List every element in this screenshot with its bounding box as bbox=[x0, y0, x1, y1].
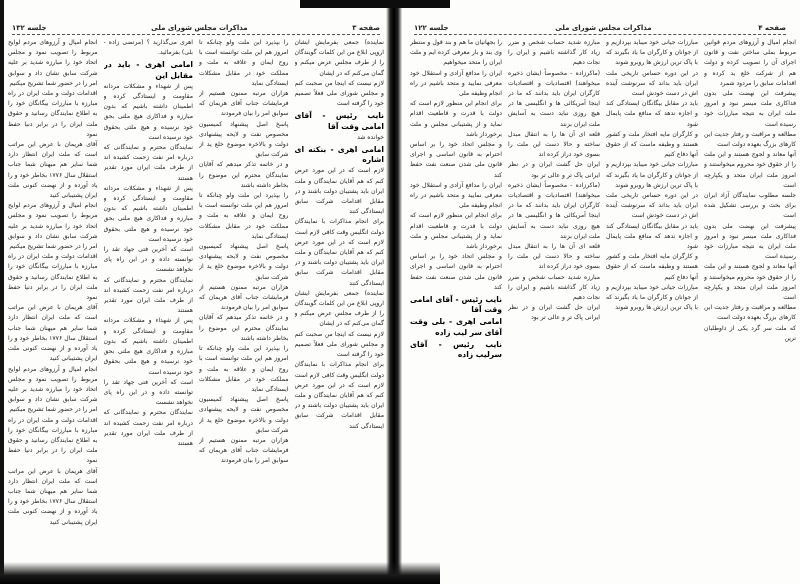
paragraph: لازم است که در این مورد عرض کنم که هم آقایان نمایندگان و ملت ایران باید پشتیبان دولت باشند و در مقابل اقدامات شرکت سابق ایستادگی کنند bbox=[294, 167, 384, 216]
paragraph: مبارزات جیانی خود میباید بپردازیم و از جوانان و کارگران ما یاد بگیرند که با پاک ترین ارزش ها روبرو شوند bbox=[606, 39, 698, 67]
paragraph: نماینده) جمعی بفرمایش ایشان اروپی ابلاغ من این کلمات گویندگان را از طرف مجلس عرض میکنم و گمان می‌کنم که در ایشان bbox=[294, 39, 384, 77]
paragraph: لازم است که در این مورد عرض کنم که هم آقایان نمایندگان و ملت ایران باید پشتیبان دولت باشند و در مقابل اقدامات شرکت سابق ایستادگی کنند bbox=[294, 381, 384, 430]
paragraph: لازم نیست که اینجا من صحبت کنم و مجلس شورای ملی فعلاً تصمیم خود را گرفته است bbox=[294, 330, 384, 359]
column bbox=[704, 38, 796, 558]
paragraph: نماینده) جمعی بفرمایش ایشان اروپی ابلاغ من این کلمات گویندگان را از طرف مجلس عرض میکنم و گمان می‌کنم که در ایشان bbox=[294, 289, 384, 328]
paragraph: نمایندگان محترم و نمایندگانی که درباره امر نفت زحمت کشیده اند از طرف ملت ایران مورد تقدیر هستند bbox=[103, 276, 193, 315]
paragraph: برای انجام مذاکرات با نمایندگان دولت انگلیس وقت کافی لازم است bbox=[294, 361, 384, 379]
paragraph: و کارگران مایه افتخار ملت و کشور هستند و وظیفه ماست که از حقوق آنها دفاع کنیم bbox=[606, 130, 698, 159]
right-page-session: جلسه ۱۲۲ bbox=[414, 24, 449, 32]
paragraph: اهری می‌گذارید ؟ (مرتضی زاده - بلی) بفرمائید. bbox=[103, 39, 193, 57]
header-rule bbox=[414, 34, 786, 35]
paragraph: را بجهانیان ما هم و بند قول و منتظر وی بند و بار معرفی کرده ایم و ملت ایران را متحد میخواهیم bbox=[410, 39, 502, 67]
paragraph: آقای هریمان با عرض این مراتب است که ملت ایران انتظار دارد شما سایر هم میهنان شما جناب استقلال سال ۱۷۷۶ بخاطر خود و را یاد آورده و از نهضت کنونی ملت ایران پشتیبانی کنید bbox=[8, 141, 98, 200]
paragraph: باید در مقابل بیگانگان ایستادگی کند و اجازه ندهد که منافع ملت پایمال شود bbox=[606, 222, 698, 251]
paragraph: و کارگران مایه افتخار ملت و کشور هستند و وظیفه ماست که از حقوق آنها دفاع کنیم bbox=[606, 253, 698, 281]
paragraph: جلسه مطلوب نمایندگان آزاد ایران برای بحث و بررسی تشکیل شده است bbox=[704, 192, 796, 220]
paragraph: آقای هریمان با عرض این مراتب است که ملت ایران انتظار دارد شما سایر هم میهنان شما جناب استقلال سال ۱۷۷۶ بخاطر خود و را یاد آورده و از نهضت کنونی ملت ایران پشتیبانی کنید bbox=[8, 467, 98, 526]
paragraph: مبارزات جیانی خود میباید بپردازیم و از جوانان و کارگران ما یاد بگیرند که با پاک ترین ارزش ها روبرو شوند bbox=[606, 161, 698, 189]
paragraph: و مجلس اتحاد خود را بر اساس احترام به قانون اساسی و اجرای قانون ملی شدن صنعت نفت حفظ کند bbox=[410, 253, 502, 291]
paragraph: پاسخ اصل پیشنهاد کمیسیون مخصوص نفت و لایحه پیشنهادی دولت و بالاخره موضوع خلع ید از شرکت سابق bbox=[199, 243, 289, 281]
paragraph: را بپذیرد این ملت ولو چنانکه تا امروز هم این ملت توانسته است با روح ایمان و علاقه به ملت و مملکت خود در مقابل مشکلات ایستادگی نماید bbox=[199, 39, 289, 87]
paragraph: آقای هریمان با عرض این مراتب است که ملت ایران انتظار دارد شما سایر هم میهنان شما جناب استقلال سال ۱۷۷۶ بخاطر خود و را یاد آورده و از نهضت کنونی ملت ایران پشتیبانی کنید bbox=[8, 304, 98, 363]
paragraph: را بپذیرد این ملت ولو چنانکه تا امروز هم این ملت توانسته است با روح ایمان و علاقه به ملت و مملکت خود در مقابل مشکلات ایستادگی نماید bbox=[199, 345, 289, 393]
paragraph: لازم نیست که اینجا من صحبت کنم و مجلس شورای ملی فعلاً تصمیم خود را گرفته است bbox=[294, 79, 384, 108]
left-page-label: صفحه ۳ bbox=[352, 24, 380, 32]
left-page bbox=[4, 0, 388, 584]
paragraph: برای انجام این منظور لازم است که دولت با قدرت و قاطعیت اقدام نماید و از پشتیبانی مجلس و ملت برخوردار باشد bbox=[410, 100, 502, 138]
right-page-label: صفحه ۴ bbox=[758, 24, 786, 32]
column bbox=[508, 38, 600, 558]
speaker-heading: نایب رئیس - آقای سرلیب زاده bbox=[410, 339, 502, 360]
paragraph: پاسخ اصل پیشنهاد کمیسیون مخصوص نفت و لایحه پیشنهادی دولت و بالاخره موضوع خلع ید از شرکت سابق bbox=[199, 396, 289, 434]
speaker-heading: نایب رئیس - آقای امامی وقت آقا bbox=[410, 295, 502, 315]
paragraph: ایران حل گشت ایران و در نظر ایرانی پاک تر و عالی تر بود bbox=[508, 304, 600, 322]
speaker-heading: نایب رئیس - آقای امامی وقت آقا bbox=[294, 111, 384, 131]
column bbox=[8, 38, 98, 566]
column bbox=[606, 38, 698, 558]
paragraph: قلعه ای آن ها را به انتقال مبدل ساخته و حالا دست این ملت را بسوی خود دراز کرده اند bbox=[508, 130, 600, 159]
paragraph: ایران را مدافع آزادی و استقلال خود معرفی نمایید و متحد باشیم در راه انجام وظیفه ملی bbox=[410, 181, 502, 210]
paragraph: اقدامات دولت و ملت ایران در راه مبارزه با مبارزات بیگانگان خود را به اطلاع نمایندگان رسانید و حقوق ملت ایران را در برابر دنیا حفظ نمود bbox=[8, 253, 98, 302]
paragraph: پاسخ اصل پیشنهاد کمیسیون مخصوص نفت و لایحه پیشنهادی دولت و بالاخره موضوع خلع ید از شرکت سابق bbox=[199, 120, 289, 159]
paragraph: در این دوره حساس تاریخی ملت ایران باید بداند که سرنوشت آینده اش در دست خودش است bbox=[606, 69, 698, 98]
paragraph: و مجلس اتحاد خود را بر اساس احترام به قانون اساسی و اجرای قانون ملی شدن صنعت نفت حفظ کند bbox=[410, 141, 502, 179]
paragraph: برای انجام این منظور لازم است که دولت با قدرت و قاطعیت اقدام نماید و از پشتیبانی مجلس و ملت برخوردار باشد bbox=[410, 212, 502, 251]
paragraph: هزاران مرتبه ممنون هستیم از فرمایشات جناب آقای هریمان که سوابق امر را بیان فرمودند bbox=[199, 283, 289, 312]
column bbox=[410, 38, 502, 558]
paragraph: (ماکرزاده - مخصوصاً ایشان ذخیره میخواهند) اقتصادیات و اقتصادیات کارگران ایران باید بدانند که ما در اینجا آمریکائی ها و انگلیسی ها در هیچ روزی نباید دست به آسایش ملت ایران بزنند bbox=[508, 69, 600, 128]
paragraph: را بپذیرد این ملت ولو چنانکه تا امروز هم این ملت توانسته است با روح ایمان و علاقه به ملت و مملکت خود در مقابل مشکلات ایستادگی نماید bbox=[199, 192, 289, 240]
paragraph: مبارزات جیانی خود میباید بپردازیم و از جوانان و کارگران ما یاد بگیرند که با پاک ترین ارزش ها روبرو شوند bbox=[606, 283, 698, 312]
paragraph: پیشرفت این نهضت ملی بدون فداکاری ملت میسر نبود و امروز ملت ایران به نتیجه مبارزات خود رسیده است bbox=[704, 90, 796, 128]
paragraph: خوانده شد bbox=[357, 133, 384, 141]
scan-shadow-bottom bbox=[0, 562, 440, 584]
paragraph: مطالعه و مراقبت و رفتار جدیت این کارهای بزرگ بعهده دولت است bbox=[704, 130, 796, 149]
left-page-title: مذاکرات مجلس شورای ملی bbox=[151, 24, 248, 32]
paragraph: است که آخرین فتی جهاد تقد را توانسته داده و در این راه پای نخواهد نشست bbox=[103, 378, 193, 407]
paragraph: هزاران مرتبه ممنون هستیم از فرمایشات جناب آقای هریمان که سوابق امر را بیان فرمودند bbox=[199, 90, 289, 118]
paragraph: ایران حل گشت ایران و در نظر ایرانی پاک تر و عالی تر بود bbox=[508, 161, 600, 179]
right-page bbox=[402, 0, 800, 584]
paragraph: انجام امیال و آرزوهای مردم لوایح مربوط را تصویب نمود و مجلس اتحاد خود را مبارزه شدید بر علیه شرکت سابق نشان داد و سوابق امر را در حضور شما تشریح میکنیم bbox=[8, 365, 98, 414]
paragraph: انجام امیال و آرزوهای مردم قوانین مربوط بملی ساختن نفت و قانون اجرای آن را تصویب کرده و دولت هم از شرکت خلع ید کرده و اقدامات سابق را مردود شمرد bbox=[704, 39, 796, 87]
left-page-header bbox=[12, 22, 380, 34]
book-spine bbox=[386, 0, 402, 584]
paragraph: اقدامات دولت و ملت ایران در راه مبارزه با مبارزات بیگانگان خود را به اطلاع نمایندگان رسانید و حقوق ملت ایران را در برابر دنیا حفظ نمود bbox=[8, 90, 98, 138]
right-page-header bbox=[414, 22, 786, 34]
paragraph: باید در مقابل بیگانگان ایستادگی کند و اجازه ندهد که منافع ملت پایمال شود bbox=[606, 100, 698, 128]
paragraph: برای انجام مذاکرات با نمایندگان دولت انگلیس وقت کافی لازم است bbox=[294, 218, 384, 236]
speaker-heading: امامی اهری - بلی وقت آقای سر لیب زاده bbox=[410, 317, 502, 337]
paragraph: که ملت سر گرد یکی از داوطلبان ترین bbox=[704, 324, 796, 342]
speaker-heading: امامی اهری - باید در مقابل این bbox=[103, 60, 193, 80]
paragraph: (ماکرزاده - مخصوصاً ایشان ذخیره میخواهند) اقتصادیات و اقتصادیات کارگران ایران باید بدانند که ما در اینجا آمریکائی ها و انگلیسی ها در هیچ روزی نباید دست به آسایش ملت ایران بزنند bbox=[508, 181, 600, 240]
paragraph: آنها معاند و لجوج هستند و این ملت را از حقوق خود محروم میخواستند و امروز ملت ایران متحد و یکپارچه است bbox=[704, 263, 796, 302]
paragraph: آنها معاند و لجوج هستند و این ملت را از حقوق خود محروم میخواستند و امروز ملت ایران متحد و یکپارچه است bbox=[704, 151, 796, 189]
paragraph: مبارزه شدید حساب شخص و ضرر زیاد کار گذاشته باشیم و ایران را نجات دهیم bbox=[508, 39, 600, 67]
paragraph: اقدامات دولت و ملت ایران در راه مبارزه با مبارزات بیگانگان خود را به اطلاع نمایندگان رسانید و حقوق ملت ایران را در برابر دنیا حفظ نمود bbox=[8, 416, 98, 465]
speaker-heading: امامی اهری - بنکته ای اشاره bbox=[294, 145, 384, 165]
left-page-session: جلسه ۱۳۲ bbox=[12, 24, 47, 32]
paragraph: نمایندگان محترم و نمایندگانی که درباره امر نفت زحمت کشیده اند از طرف ملت ایران مورد تقدیر هستند bbox=[103, 409, 193, 447]
paragraph: و در خاتمه تذکر میدهم که آقایان نمایندگان محترم این موضوع را بخاطر داشته باشند bbox=[199, 161, 289, 189]
paragraph: پس از شهداء و مشکلات مردانه مقاومت و ایستادگی کرده و اطمینان داشته باشیم که بدون مبارزه و فداکاری هیچ ملتی بحق خود نرسیده و هیچ ملتی بحقوق خود نرسیده است bbox=[103, 82, 193, 141]
paragraph: و در خاتمه تذکر میدهم که آقایان نمایندگان محترم این موضوع را بخاطر داشته باشند bbox=[199, 314, 289, 342]
paragraph: مطالعه و مراقبت و رفتار جدیت این کارهای بزرگ بعهده دولت است bbox=[704, 304, 796, 322]
column bbox=[199, 38, 289, 566]
left-page-columns bbox=[8, 38, 384, 566]
paragraph: است که آخرین فتی جهاد تقد را توانسته داده و در این راه پای نخواهد نشست bbox=[103, 246, 193, 274]
header-rule bbox=[12, 34, 380, 35]
paragraph: مبارزه شدید حساب شخص و ضرر زیاد کار گذاشته باشیم و ایران را نجات دهیم bbox=[508, 273, 600, 302]
column bbox=[104, 38, 194, 566]
column bbox=[295, 38, 385, 566]
scan-shadow-top bbox=[300, 0, 450, 8]
paragraph: هزاران مرتبه ممنون هستیم از فرمایشات جناب آقای هریمان که سوابق امر را بیان فرمودند bbox=[199, 436, 289, 465]
paragraph: در این دوره حساس تاریخی ملت ایران باید بداند که سرنوشت آینده اش در دست خودش است bbox=[606, 192, 698, 220]
right-page-title: مذاکرات مجلس شورای ملی bbox=[555, 24, 652, 32]
paragraph: انجام امیال و آرزوهای مردم لوایح مربوط را تصویب نمود و مجلس اتحاد خود را مبارزه شدید بر علیه شرکت سابق نشان داد و سوابق امر را در حضور شما تشریح میکنیم bbox=[8, 39, 98, 87]
paragraph: لازم است که در این مورد عرض کنم که هم آقایان نمایندگان و ملت ایران باید پشتیبان دولت باشند و در مقابل اقدامات شرکت سابق ایستادگی کنند bbox=[294, 238, 384, 287]
paragraph: نمایندگان محترم و نمایندگانی که درباره امر نفت زحمت کشیده اند از طرف ملت ایران مورد تقدیر هستند bbox=[103, 144, 193, 182]
paragraph: انجام امیال و آرزوهای مردم لوایح مربوط را تصویب نمود و مجلس اتحاد خود را مبارزه شدید بر علیه شرکت سابق نشان داد و سوابق امر را در حضور شما تشریح میکنیم bbox=[8, 202, 98, 251]
right-page-columns bbox=[406, 38, 796, 558]
paragraph: پیشرفت این نهضت ملی بدون فداکاری ملت میسر نبود و امروز ملت ایران به نتیجه مبارزات خود رسیده است bbox=[704, 222, 796, 261]
paragraph: پس از شهداء و مشکلات مردانه مقاومت و ایستادگی کرده و اطمینان داشته باشیم که بدون مبارزه و فداکاری هیچ ملتی بحق خود نرسیده و هیچ ملتی بحقوق خود نرسیده است bbox=[103, 317, 193, 376]
paragraph: قلعه ای آن ها را به انتقال مبدل ساخته و حالا دست این ملت را بسوی خود دراز کرده اند bbox=[508, 243, 600, 271]
paragraph: ایران را مدافع آزادی و استقلال خود معرفی نمایید و متحد باشیم در راه انجام وظیفه ملی bbox=[410, 69, 502, 98]
paragraph: پس از شهداء و مشکلات مردانه مقاومت و ایستادگی کرده و اطمینان داشته باشیم که بدون مبارزه و فداکاری هیچ ملتی بحق خود نرسیده و هیچ ملتی بحقوق خود نرسیده است bbox=[103, 184, 193, 243]
